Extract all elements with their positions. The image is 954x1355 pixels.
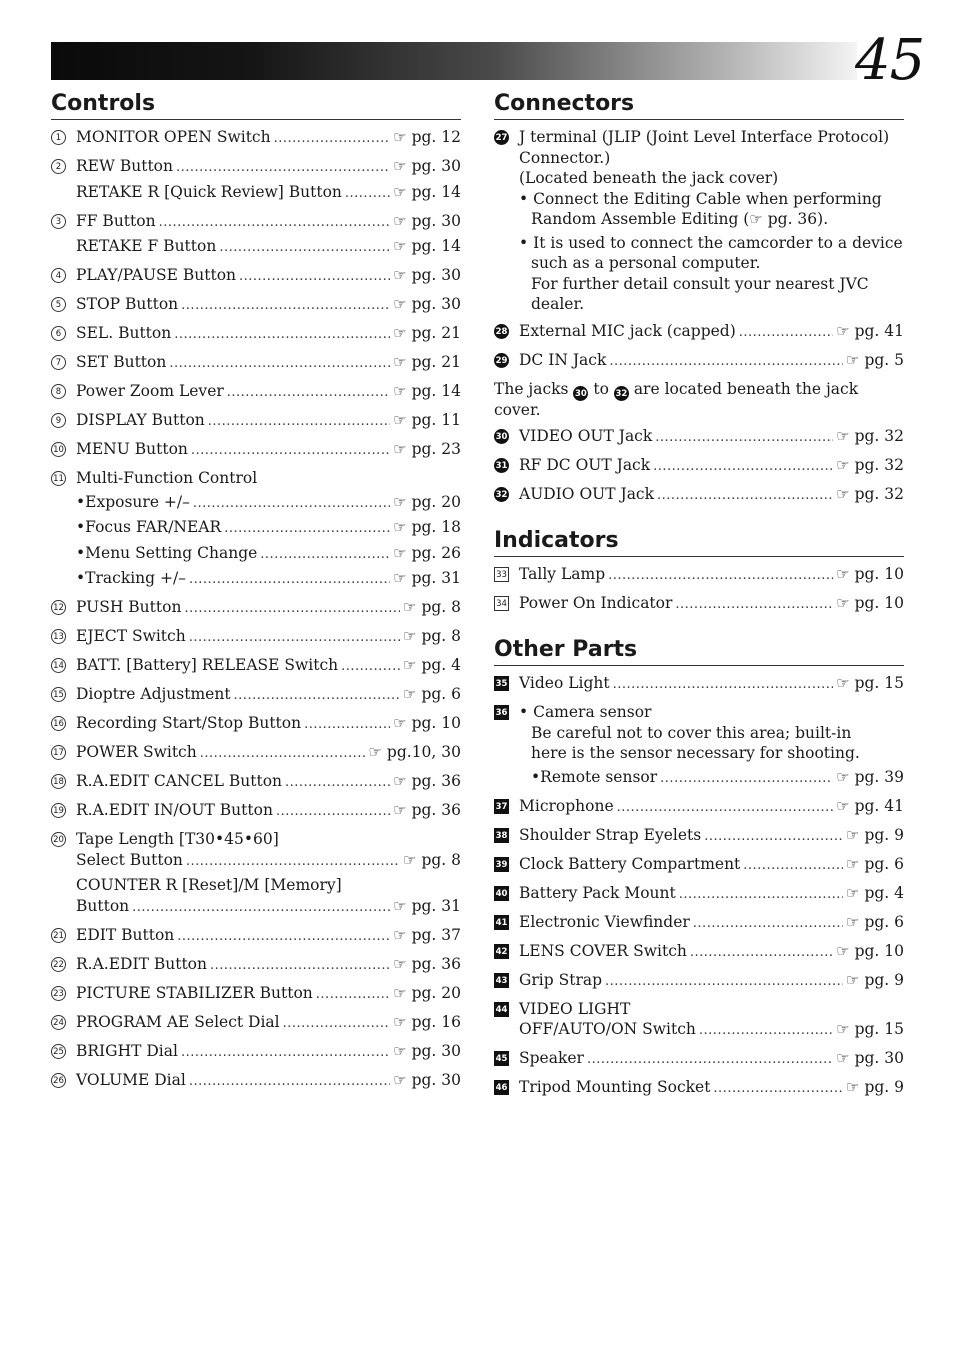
item-number: 14 (51, 658, 66, 673)
item-number: 46 (494, 1080, 509, 1095)
control-item: 18 R.A.EDIT CANCEL Button ..... ☞ pg. 36 (51, 771, 461, 794)
item-number: 15 (51, 687, 66, 702)
pointing-hand-icon: ☞ (836, 767, 850, 786)
bullet-item: •Exposure +/– ..... ☞ pg. 20 (76, 492, 461, 515)
other-parts-list-b (494, 796, 904, 993)
pointing-hand-icon: ☞ (393, 569, 407, 587)
controls-column (51, 90, 461, 1099)
pointing-hand-icon: ☞ (403, 850, 417, 869)
control-item: 16 Recording Start/Stop Button ..... ☞ pg. 10 (51, 713, 461, 736)
control-item: 15 Dioptre Adjustment ..... ☞ pg. 6 (51, 684, 461, 707)
item-number: 37 (494, 799, 509, 814)
list-item: 41 Electronic Viewfinder ..... ☞ pg. 6 (494, 912, 904, 935)
control-item: 12 PUSH Button ..... ☞ pg. 8 (51, 597, 461, 620)
j-terminal-line1: J terminal (JLIP (Joint Level Interface Protocol) (519, 128, 890, 146)
bullet-item: •Menu Setting Change ..... ☞ pg. 26 (76, 543, 461, 566)
pointing-hand-icon: ☞ (393, 1012, 407, 1031)
control-item: 19 R.A.EDIT IN/OUT Button ..... ☞ pg. 36 (51, 800, 461, 823)
pointing-hand-icon: ☞ (393, 1041, 407, 1060)
control-item: 4 PLAY/PAUSE Button ..... ☞ pg. 30 (51, 265, 461, 288)
item-number: 8 (51, 384, 66, 399)
pointing-hand-icon: ☞ (393, 925, 407, 944)
item-number: 27 (494, 130, 509, 145)
item-number: 1 (51, 130, 66, 145)
control-item: 21 EDIT Button ..... ☞ pg. 37 (51, 925, 461, 948)
list-item: 39 Clock Battery Compartment ..... ☞ pg. 6 (494, 854, 904, 877)
control-item: 9 DISPLAY Button ..... ☞ pg. 11 (51, 410, 461, 433)
pointing-hand-icon: ☞ (846, 883, 860, 902)
control-item: 26 VOLUME Dial ..... ☞ pg. 30 (51, 1070, 461, 1093)
item-number: 6 (51, 326, 66, 341)
j-terminal-line3: (Located beneath the jack cover) (519, 169, 779, 187)
item-number: 40 (494, 886, 509, 901)
camera-sensor-item (494, 702, 904, 789)
j-terminal-bullet-1: • Connect the Editing Cable when performing Random Assemble Editing (☞ pg. 36). (519, 189, 882, 228)
pointing-hand-icon: ☞ (846, 912, 860, 931)
jacks-note: The jacks 30 to 32 are located beneath the jack cover. (494, 380, 859, 419)
pointing-hand-icon: ☞ (393, 714, 407, 732)
list-item: 46 Tripod Mounting Socket ..... ☞ pg. 9 (494, 1077, 904, 1100)
pointing-hand-icon: ☞ (836, 322, 850, 340)
pointing-hand-icon: ☞ (403, 656, 417, 674)
item-number: 38 (494, 828, 509, 843)
control-item: 20 Tape Length [T30•45•60] Select Button ..... ☞ pg. 8 COUNTER R [Reset]/M [Memory] Button ..... ☞ pg. 31 (51, 829, 461, 918)
item-number: 21 (51, 928, 66, 943)
item-number: 24 (51, 1015, 66, 1030)
control-item: 5 STOP Button ..... ☞ pg. 30 (51, 294, 461, 317)
list-item: 45 Speaker ..... ☞ pg. 30 (494, 1048, 904, 1071)
indicators-list (494, 564, 904, 616)
list-item: 34 Power On Indicator ..... ☞ pg. 10 (494, 593, 904, 616)
pointing-hand-icon: ☞ (393, 382, 407, 400)
pointing-hand-icon: ☞ (393, 266, 407, 284)
control-item: 11 Multi-Function Control •Exposure +/– ..... ☞ pg. 20 •Focus FAR/NEAR ..... ☞ pg. 18 •Menu Setting Change ..... ☞ pg. 26 •Tracking +/– ..... ☞ pg. 31 (51, 468, 461, 591)
pointing-hand-icon: ☞ (846, 825, 860, 844)
pointing-hand-icon: ☞ (749, 210, 763, 228)
item-number: 45 (494, 1051, 509, 1066)
item-number: 7 (51, 355, 66, 370)
pointing-hand-icon: ☞ (393, 157, 407, 175)
pointing-hand-icon: ☞ (836, 427, 850, 445)
pointing-hand-icon: ☞ (393, 518, 407, 536)
item-number: 44 (494, 1002, 509, 1017)
control-item: 10 MENU Button ..... ☞ pg. 23 (51, 439, 461, 462)
page-number: 45 (855, 28, 925, 93)
pointing-hand-icon: ☞ (393, 353, 407, 371)
pointing-hand-icon: ☞ (403, 627, 417, 645)
pointing-hand-icon: ☞ (393, 896, 407, 915)
pointing-hand-icon: ☞ (836, 565, 850, 583)
j-terminal-bullet-2: • It is used to connect the camcorder to a device such as a personal computer. For further detail consult your nearest JVC dealer. (519, 233, 903, 313)
pointing-hand-icon: ☞ (836, 1049, 850, 1067)
connectors-heading: Connectors (494, 90, 904, 120)
pointing-hand-icon: ☞ (836, 674, 850, 692)
pointing-hand-icon: ☞ (846, 970, 860, 989)
item-number: 9 (51, 413, 66, 428)
item-number: 36 (494, 705, 509, 720)
item-number: 33 (494, 567, 509, 582)
control-item: 6 SEL. Button ..... ☞ pg. 21 (51, 323, 461, 346)
list-item: 40 Battery Pack Mount ..... ☞ pg. 4 (494, 883, 904, 906)
pointing-hand-icon: ☞ (393, 1070, 407, 1089)
control-item: 8 Power Zoom Lever ..... ☞ pg. 14 (51, 381, 461, 404)
pointing-hand-icon: ☞ (393, 440, 407, 458)
list-item: 28 External MIC jack (capped) ..... ☞ pg. 41 (494, 321, 904, 344)
pointing-hand-icon: ☞ (393, 801, 407, 819)
list-item: 29 DC IN Jack ..... ☞ pg. 5 (494, 350, 904, 373)
control-item: 2 REW Button ..... ☞ pg. 30 RETAKE R [Quick Review] Button ..... ☞ pg. 14 (51, 156, 461, 204)
control-item: 17 POWER Switch ..... ☞ pg.10, 30 (51, 742, 461, 765)
pointing-hand-icon: ☞ (393, 492, 407, 511)
item-number: 17 (51, 745, 66, 760)
pointing-hand-icon: ☞ (393, 543, 407, 562)
pointing-hand-icon: ☞ (393, 954, 407, 973)
bullet-item: •Tracking +/– ..... ☞ pg. 31 (76, 568, 461, 591)
list-item: 30 VIDEO OUT Jack ..... ☞ pg. 32 (494, 426, 904, 449)
pointing-hand-icon: ☞ (836, 796, 850, 815)
other-parts-heading: Other Parts (494, 636, 904, 666)
control-item: 25 BRIGHT Dial ..... ☞ pg. 30 (51, 1041, 461, 1064)
pointing-hand-icon: ☞ (836, 1020, 850, 1038)
list-item: 32 AUDIO OUT Jack ..... ☞ pg. 32 (494, 484, 904, 507)
pointing-hand-icon: ☞ (393, 324, 407, 342)
pointing-hand-icon: ☞ (846, 351, 860, 369)
control-item: 3 FF Button ..... ☞ pg. 30 RETAKE F Button ..... ☞ pg. 14 (51, 211, 461, 259)
item-number: 4 (51, 268, 66, 283)
pointing-hand-icon: ☞ (403, 598, 417, 616)
indicators-heading: Indicators (494, 527, 904, 557)
header-gradient-bar (51, 42, 857, 80)
other-parts-list-c (494, 1048, 904, 1100)
other-parts-list-a (494, 673, 904, 696)
item-number: 18 (51, 774, 66, 789)
bullet-item: •Focus FAR/NEAR ..... ☞ pg. 18 (76, 517, 461, 540)
item-number: 3 (51, 214, 66, 229)
pointing-hand-icon: ☞ (393, 237, 407, 255)
item-number: 10 (51, 442, 66, 457)
item-number: 42 (494, 944, 509, 959)
pointing-hand-icon: ☞ (393, 772, 407, 790)
control-item: 22 R.A.EDIT Button ..... ☞ pg. 36 (51, 954, 461, 977)
pointing-hand-icon: ☞ (836, 941, 850, 960)
pointing-hand-icon: ☞ (393, 411, 407, 429)
item-number: 35 (494, 676, 509, 691)
item-number: 32 (494, 487, 509, 502)
item-number: 16 (51, 716, 66, 731)
item-number: 43 (494, 973, 509, 988)
control-item: 24 PROGRAM AE Select Dial ..... ☞ pg. 16 (51, 1012, 461, 1035)
remote-sensor-bullet: • Remote sensor ..... ☞ pg. 39 (519, 767, 904, 790)
pointing-hand-icon: ☞ (846, 1078, 860, 1096)
item-number: 30 (494, 429, 509, 444)
pointing-hand-icon: ☞ (836, 456, 850, 474)
control-item: 23 PICTURE STABILIZER Button ..... ☞ pg. 20 (51, 983, 461, 1006)
item-number: 26 (51, 1073, 66, 1088)
right-column (494, 90, 904, 1106)
pointing-hand-icon: ☞ (393, 211, 407, 230)
control-item: 7 SET Button ..... ☞ pg. 21 (51, 352, 461, 375)
list-item: 37 Microphone ..... ☞ pg. 41 (494, 796, 904, 819)
item-number: 23 (51, 986, 66, 1001)
pointing-hand-icon: ☞ (393, 983, 407, 1002)
video-light-switch-item: 44 VIDEO LIGHT OFF/AUTO/ON Switch ..... ☞ pg. 15 (494, 999, 904, 1042)
item-number: 12 (51, 600, 66, 615)
list-item: 42 LENS COVER Switch ..... ☞ pg. 10 (494, 941, 904, 964)
item-number: 28 (494, 324, 509, 339)
connectors-list-2 (494, 426, 904, 507)
pointing-hand-icon: ☞ (836, 485, 850, 503)
list-item: 38 Shoulder Strap Eyelets ..... ☞ pg. 9 (494, 825, 904, 848)
item-number: 25 (51, 1044, 66, 1059)
item-number: 5 (51, 297, 66, 312)
item-number: 41 (494, 915, 509, 930)
control-item: 14 BATT. [Battery] RELEASE Switch ..... ☞ pg. 4 (51, 655, 461, 678)
item-number: 31 (494, 458, 509, 473)
list-item: 35 Video Light ..... ☞ pg. 15 (494, 673, 904, 696)
pointing-hand-icon: ☞ (836, 594, 850, 612)
item-number: 32 (614, 386, 629, 401)
item-number: 39 (494, 857, 509, 872)
control-item: 13 EJECT Switch ..... ☞ pg. 8 (51, 626, 461, 649)
item-number: 13 (51, 629, 66, 644)
pointing-hand-icon: ☞ (393, 295, 407, 313)
item-number: 11 (51, 471, 66, 486)
controls-heading: Controls (51, 90, 461, 120)
j-terminal-line2: Connector.) (519, 148, 611, 167)
j-terminal-item (494, 127, 904, 315)
item-number: 20 (51, 832, 66, 847)
list-item: 31 RF DC OUT Jack ..... ☞ pg. 32 (494, 455, 904, 478)
item-number: 22 (51, 957, 66, 972)
item-number: 34 (494, 596, 509, 611)
camera-sensor-bullet: • Camera sensor Be careful not to cover this area; built-in here is the sensor necessary for shooting. (519, 703, 860, 762)
pointing-hand-icon: ☞ (393, 128, 407, 146)
pointing-hand-icon: ☞ (846, 854, 860, 873)
item-number: 30 (573, 386, 588, 401)
item-number: 2 (51, 159, 66, 174)
control-item: 1 MONITOR OPEN Switch ..... ☞ pg. 12 (51, 127, 461, 150)
pointing-hand-icon: ☞ (393, 182, 407, 201)
item-number: 29 (494, 353, 509, 368)
pointing-hand-icon: ☞ (368, 743, 382, 761)
connectors-list (494, 321, 904, 373)
list-item: 33 Tally Lamp ..... ☞ pg. 10 (494, 564, 904, 587)
list-item: 43 Grip Strap ..... ☞ pg. 9 (494, 970, 904, 993)
pointing-hand-icon: ☞ (403, 685, 417, 703)
item-number: 19 (51, 803, 66, 818)
controls-list (51, 127, 461, 1092)
